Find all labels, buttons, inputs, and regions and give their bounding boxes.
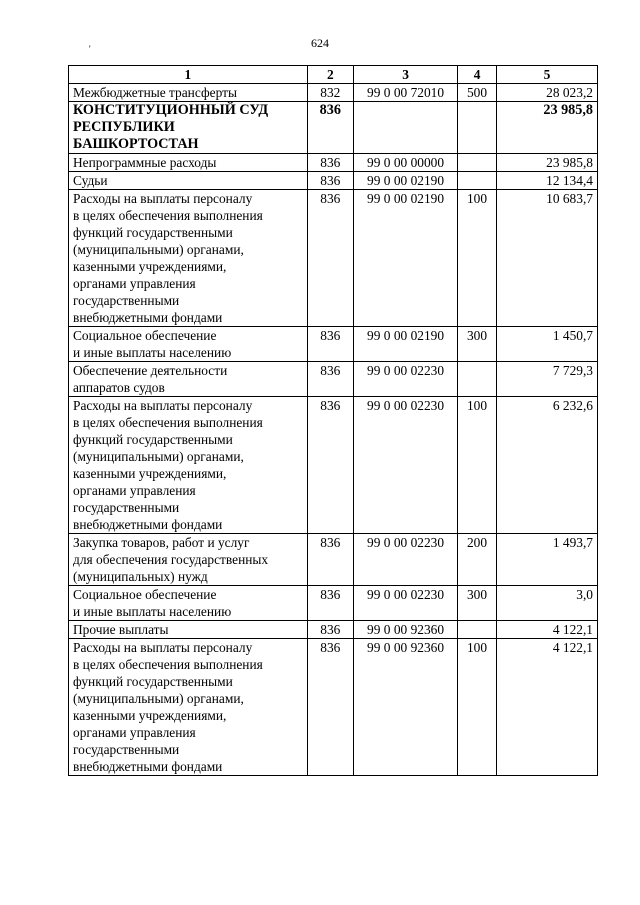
expense-type-cell: 100: [458, 397, 497, 534]
table-row: [69, 362, 598, 397]
expense-type-cell: 300: [458, 327, 497, 362]
ministry-code-cell: 836: [307, 102, 353, 154]
expense-type-cell: 300: [458, 586, 497, 621]
amount-cell: 23 985,8: [496, 154, 597, 172]
column-header: 2: [307, 66, 353, 84]
expense-type-cell: 100: [458, 190, 497, 327]
amount-cell: 3,0: [496, 586, 597, 621]
expense-name-cell: Расходы на выплаты персоналу в целях обеспечения выполнения функций государственными (муниципальными) органами, казенными учреждениями, органами управления государственными внебюджетными фондами: [69, 397, 308, 534]
expense-name-cell: Межбюджетные трансферты: [69, 84, 308, 102]
target-article-cell: 99 0 00 02230: [353, 586, 457, 621]
amount-cell: 1 493,7: [496, 534, 597, 586]
expense-name-cell: Судьи: [69, 172, 308, 190]
scan-speck: ': [89, 44, 91, 54]
column-header: 4: [458, 66, 497, 84]
expense-name-cell: КОНСТИТУЦИОННЫЙ СУД РЕСПУБЛИКИ БАШКОРТОСТАН: [69, 102, 308, 154]
expense-name-cell: Социальное обеспечение и иные выплаты населению: [69, 327, 308, 362]
target-article-cell: 99 0 00 02230: [353, 534, 457, 586]
amount-cell: 7 729,3: [496, 362, 597, 397]
expense-name-cell: Социальное обеспечение и иные выплаты населению: [69, 586, 308, 621]
target-article-cell: 99 0 00 72010: [353, 84, 457, 102]
ministry-code-cell: 832: [307, 84, 353, 102]
table-row: [69, 102, 598, 154]
expense-name-cell: Обеспечение деятельности аппаратов судов: [69, 362, 308, 397]
target-article-cell: 99 0 00 02230: [353, 362, 457, 397]
table-row: [69, 534, 598, 586]
expense-type-cell: 500: [458, 84, 497, 102]
table-header-row: [69, 66, 598, 84]
expense-name-cell: Прочие выплаты: [69, 621, 308, 639]
target-article-cell: [353, 102, 457, 154]
column-header: 5: [496, 66, 597, 84]
expense-type-cell: [458, 621, 497, 639]
expense-type-cell: [458, 102, 497, 154]
amount-cell: 4 122,1: [496, 621, 597, 639]
expense-type-cell: [458, 172, 497, 190]
table-row: [69, 586, 598, 621]
column-header: 1: [69, 66, 308, 84]
expense-type-cell: [458, 362, 497, 397]
target-article-cell: 99 0 00 00000: [353, 154, 457, 172]
amount-cell: 6 232,6: [496, 397, 597, 534]
expense-type-cell: 200: [458, 534, 497, 586]
table-row: [69, 172, 598, 190]
ministry-code-cell: 836: [307, 397, 353, 534]
ministry-code-cell: 836: [307, 534, 353, 586]
table-row: [69, 621, 598, 639]
target-article-cell: 99 0 00 02230: [353, 397, 457, 534]
ministry-code-cell: 836: [307, 639, 353, 776]
amount-cell: 23 985,8: [496, 102, 597, 154]
column-header: 3: [353, 66, 457, 84]
table-body: [69, 84, 598, 776]
target-article-cell: 99 0 00 02190: [353, 172, 457, 190]
table-row: [69, 639, 598, 776]
amount-cell: 4 122,1: [496, 639, 597, 776]
target-article-cell: 99 0 00 02190: [353, 190, 457, 327]
expense-type-cell: [458, 154, 497, 172]
page-number: 624: [311, 36, 329, 50]
table-row: [69, 154, 598, 172]
table-row: [69, 190, 598, 327]
expense-name-cell: Непрограммные расходы: [69, 154, 308, 172]
expense-name-cell: Расходы на выплаты персоналу в целях обеспечения выполнения функций государственными (муниципальными) органами, казенными учреждениями, органами управления государственными внебюджетными фондами: [69, 639, 308, 776]
table-row: [69, 397, 598, 534]
ministry-code-cell: 836: [307, 586, 353, 621]
ministry-code-cell: 836: [307, 190, 353, 327]
amount-cell: 28 023,2: [496, 84, 597, 102]
target-article-cell: 99 0 00 92360: [353, 621, 457, 639]
budget-table: [68, 65, 598, 776]
ministry-code-cell: 836: [307, 154, 353, 172]
amount-cell: 10 683,7: [496, 190, 597, 327]
target-article-cell: 99 0 00 02190: [353, 327, 457, 362]
expense-name-cell: Закупка товаров, работ и услуг для обеспечения государственных (муниципальных) нужд: [69, 534, 308, 586]
target-article-cell: 99 0 00 92360: [353, 639, 457, 776]
expense-name-cell: Расходы на выплаты персоналу в целях обеспечения выполнения функций государственными (муниципальными) органами, казенными учреждениями, органами управления государственными внебюджетными фондами: [69, 190, 308, 327]
ministry-code-cell: 836: [307, 327, 353, 362]
ministry-code-cell: 836: [307, 621, 353, 639]
amount-cell: 1 450,7: [496, 327, 597, 362]
table-row: [69, 327, 598, 362]
ministry-code-cell: 836: [307, 172, 353, 190]
amount-cell: 12 134,4: [496, 172, 597, 190]
expense-type-cell: 100: [458, 639, 497, 776]
table-row: [69, 84, 598, 102]
ministry-code-cell: 836: [307, 362, 353, 397]
